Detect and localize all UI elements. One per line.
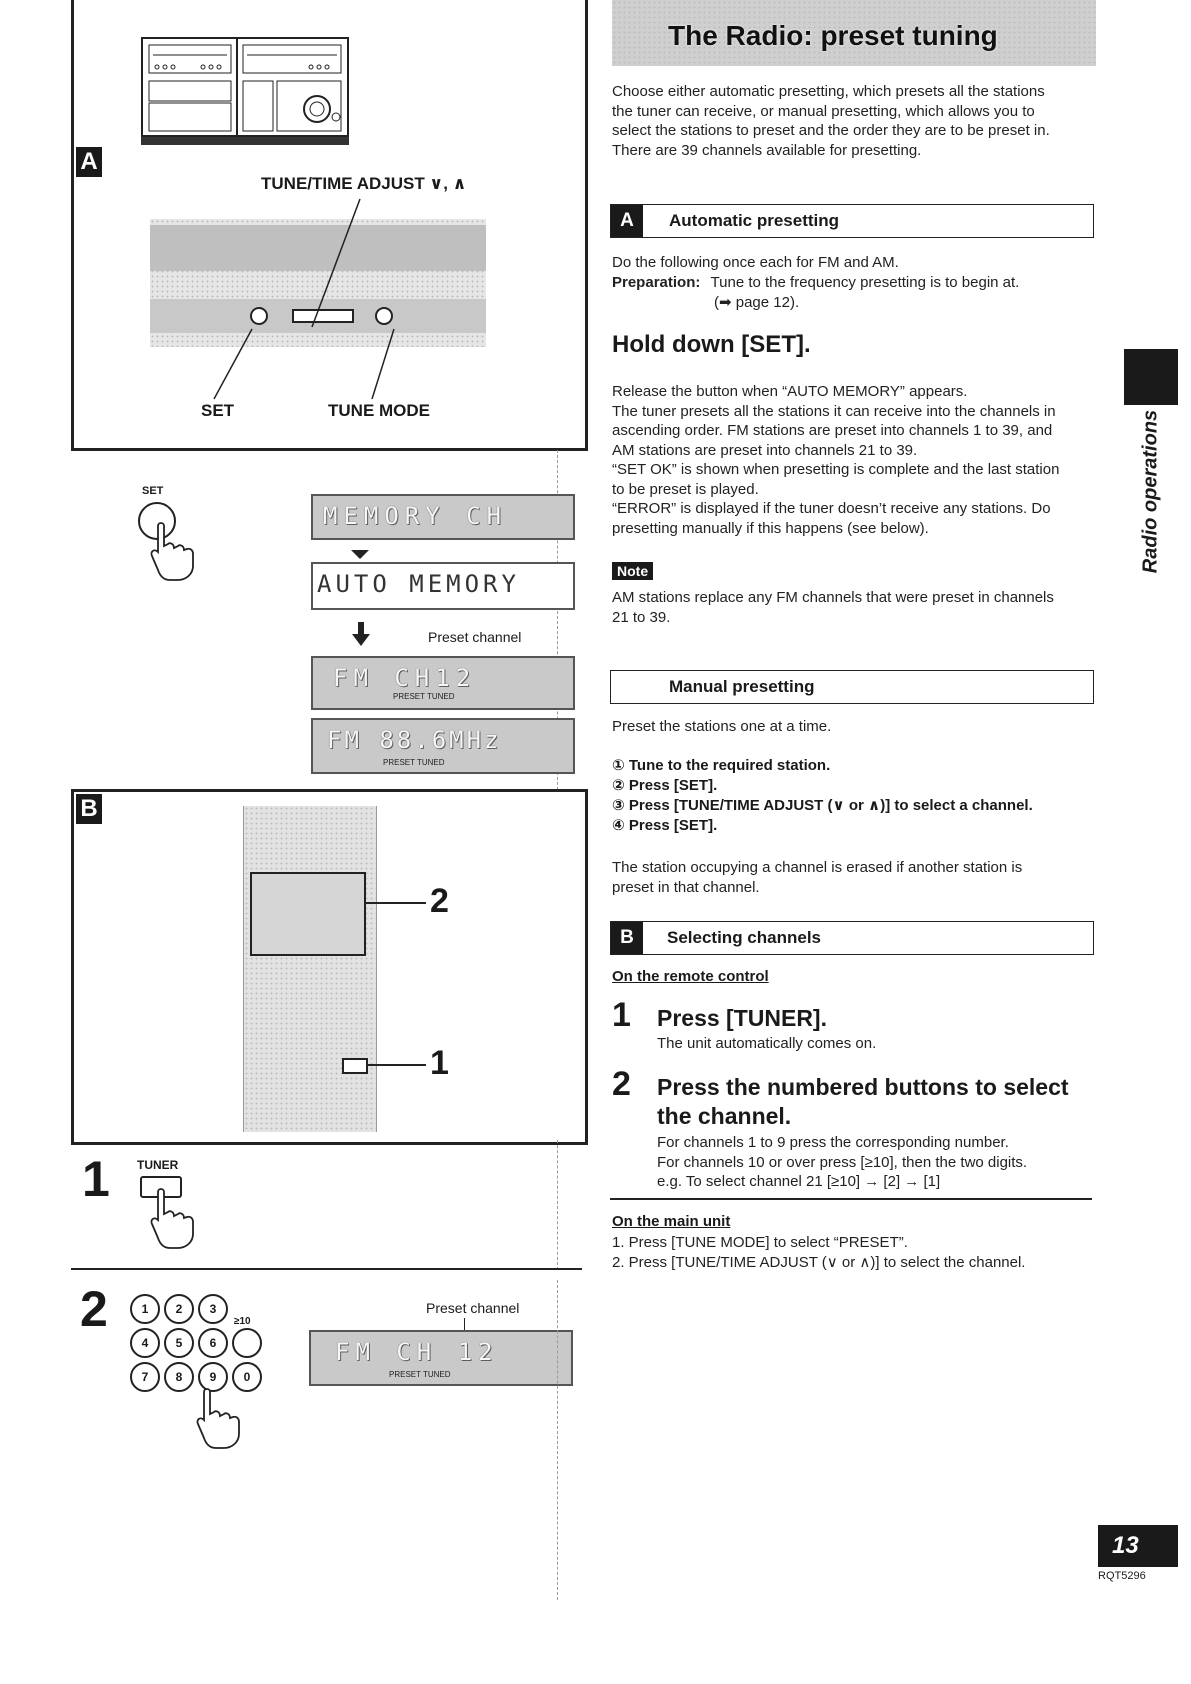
lcd-memory-ch [311,494,575,540]
hold-set-instruction: Hold down [SET]. [612,331,811,358]
auto-body-line: Release the button when “AUTO MEMORY” appears. [612,383,968,400]
note-line: AM stations replace any FM channels that were preset in channels [612,589,1054,606]
lcd-memory-ch-text: MEMORY CH [323,502,508,530]
right-step-1: Press [TUNER]. [657,1005,827,1031]
step-divider [71,1268,582,1270]
tuner-key[interactable] [342,1058,368,1074]
right-step-2-line1: Press the numbered buttons to select [657,1074,1069,1100]
callout-2: 2 [430,882,449,920]
key-10[interactable] [232,1328,262,1358]
auto-body-line: to be preset is played. [612,480,759,498]
arrow-down-1 [351,550,369,559]
manual-presetting-heading [610,670,1094,704]
note-text [612,588,1096,627]
callout-1: 1 [430,1044,449,1082]
right-step-1-sub: The unit automatically comes on. [657,1035,877,1052]
auto-body-line: presetting manually if this happens (see below). [612,519,929,537]
intro-line: select the stations to preset and the order they are to be preset in. [612,122,1050,139]
auto-body-line: ascending order. FM stations are preset into channels 1 to 39, and [612,422,1053,439]
lcd-fm-ch12-text: FM CH12 [333,664,477,692]
page-number-block [1098,1525,1178,1567]
pressing-hand-icon-step2 [196,1388,246,1452]
lcd-step2-tag: PRESET TUNED [389,1370,451,1379]
auto-heading-text: Automatic presetting [669,211,840,230]
panel-b-letter: B [76,794,102,824]
lcd-step2 [309,1330,573,1386]
intro-line: Choose either automatic presetting, which presets all the stations [612,83,1045,100]
key-10-label: ≥10 [234,1316,251,1327]
main-unit-subheading: On the main unit [612,1213,731,1230]
auto-body-line: The tuner presets all the stations it can receive into the channels in [612,402,1056,420]
tune-time-adjust-label: TUNE/TIME ADJUST ∨, ∧ [261,174,467,193]
key-3[interactable]: 3 [198,1294,228,1324]
key-2[interactable]: 2 [164,1294,194,1324]
prep-ref: (➡ page 12). [714,294,800,311]
lcd-auto-memory-text: AUTO MEMORY [317,570,520,598]
title-banner [612,0,1096,66]
page-title: The Radio: preset tuning [668,20,998,51]
key-4[interactable]: 4 [130,1328,160,1358]
note-badge: Note [612,562,653,580]
pressing-hand-icon [150,522,200,582]
auto-preparation [612,273,1092,293]
manual-step: ④ Press [SET]. [612,817,718,834]
tune-mode-label: TUNE MODE [328,401,430,420]
auto-badge: A [611,205,643,237]
side-tab-label: Radio operations [1139,409,1162,574]
manual-step: ② Press [SET]. [612,777,718,794]
remote-control-subheading: On the remote control [612,968,769,985]
preset-channel-label-1: Preset channel [428,629,522,645]
key-0[interactable]: 0 [232,1362,262,1392]
callout-line-1 [366,1064,426,1066]
selecting-badge: B [611,922,643,954]
panel-a [71,0,588,451]
key-7[interactable]: 7 [130,1362,160,1392]
panel-b [71,789,588,1145]
left-step-2-num: 2 [80,1281,108,1337]
selecting-heading-text: Selecting channels [667,928,821,947]
section-rule [610,1198,1092,1200]
lcd-fm-ch12-tag: PRESET TUNED [393,692,455,701]
key-8[interactable]: 8 [164,1362,194,1392]
lcd-auto-memory [311,562,575,610]
selecting-channels-heading [610,921,1094,955]
key-6[interactable]: 6 [198,1328,228,1358]
intro-line: the tuner can receive, or manual presetting, which allows you to [612,102,1035,120]
note-line: 21 to 39. [612,608,671,626]
manual-footer-line: preset in that channel. [612,878,760,896]
auto-body [612,382,1096,538]
prep-text: Tune to the frequency presetting is to begin at. [710,274,1020,291]
manual-step: ① Tune to the required station. [612,757,831,774]
lcd-fm-ch12 [311,656,575,710]
manual-intro: Preset the stations one at a time. [612,718,832,735]
auto-body-line: “ERROR” is displayed if the tuner doesn’t receive any stations. Do [612,500,1051,517]
key-9[interactable]: 9 [198,1362,228,1392]
auto-body-line: AM stations are preset into channels 21 to 39. [612,441,918,459]
tuner-button-caption: TUNER [137,1158,179,1172]
arrow-down-2 [352,634,370,646]
main-unit-step: 2. Press [TUNE/TIME ADJUST (∨ or ∧)] to select the channel. [612,1253,1026,1271]
manual-heading-text: Manual presetting [669,677,815,696]
step2-sub-line: e.g. To select channel 21 [≥10] → [2] → [1] [657,1173,941,1190]
right-step-2-line2: the channel. [657,1103,792,1129]
divider-dashed-2 [557,1140,558,1270]
right-step-2-sub [657,1133,1087,1192]
intro-paragraph [612,82,1096,160]
preset-channel-label-2: Preset channel [426,1300,520,1316]
lcd-step2-text: FM CH 12 [335,1338,499,1366]
numeric-keys [130,1294,280,1394]
panel-a-callout-lines [74,0,585,448]
auto-body-line: “SET OK” is shown when presetting is complete and the last station [612,461,1060,478]
manual-step: ③ Press [TUNE/TIME ADJUST (∨ or ∧)] to select a channel. [612,797,1033,814]
key-1[interactable]: 1 [130,1294,160,1324]
set-button-caption: SET [142,485,164,497]
key-5[interactable]: 5 [164,1328,194,1358]
manual-footer [612,858,1096,897]
manual-steps [612,756,1033,836]
auto-presetting-heading [610,204,1094,238]
right-step-1-num: 1 [612,996,631,1034]
main-unit-step: 1. Press [TUNE MODE] to select “PRESET”. [612,1234,908,1251]
lcd-fm-frequency-text: FM 88.6MHz [327,726,502,754]
pressing-hand-icon-step1 [150,1188,200,1252]
divider-dashed-3 [557,1280,558,1600]
intro-line: There are 39 channels available for presetting. [612,141,922,159]
numeric-keypad-outline [250,872,366,956]
side-tab-block [1124,349,1178,405]
main-unit-steps [612,1233,1096,1272]
prep-label: Preparation: [612,274,701,291]
left-step-1-num: 1 [82,1151,110,1207]
right-step-2-num: 2 [612,1065,631,1103]
auto-line1: Do the following once each for FM and AM. [612,254,899,271]
callout-line-2 [366,902,426,904]
lcd-fm-frequency [311,718,575,774]
panel-a-letter: A [76,147,102,177]
remote-control-illustration [243,806,377,1132]
lcd-fm-frequency-tag: PRESET TUNED [383,758,445,767]
model-code: RQT5296 [1098,1570,1146,1582]
manual-footer-line: The station occupying a channel is erased if another station is [612,859,1023,876]
step2-sub-line: For channels 1 to 9 press the corresponding number. [657,1134,1009,1151]
set-label: SET [201,401,235,420]
step2-sub-line: For channels 10 or over press [≥10], then the two digits. [657,1153,1028,1171]
page-number: 13 [1112,1532,1139,1559]
